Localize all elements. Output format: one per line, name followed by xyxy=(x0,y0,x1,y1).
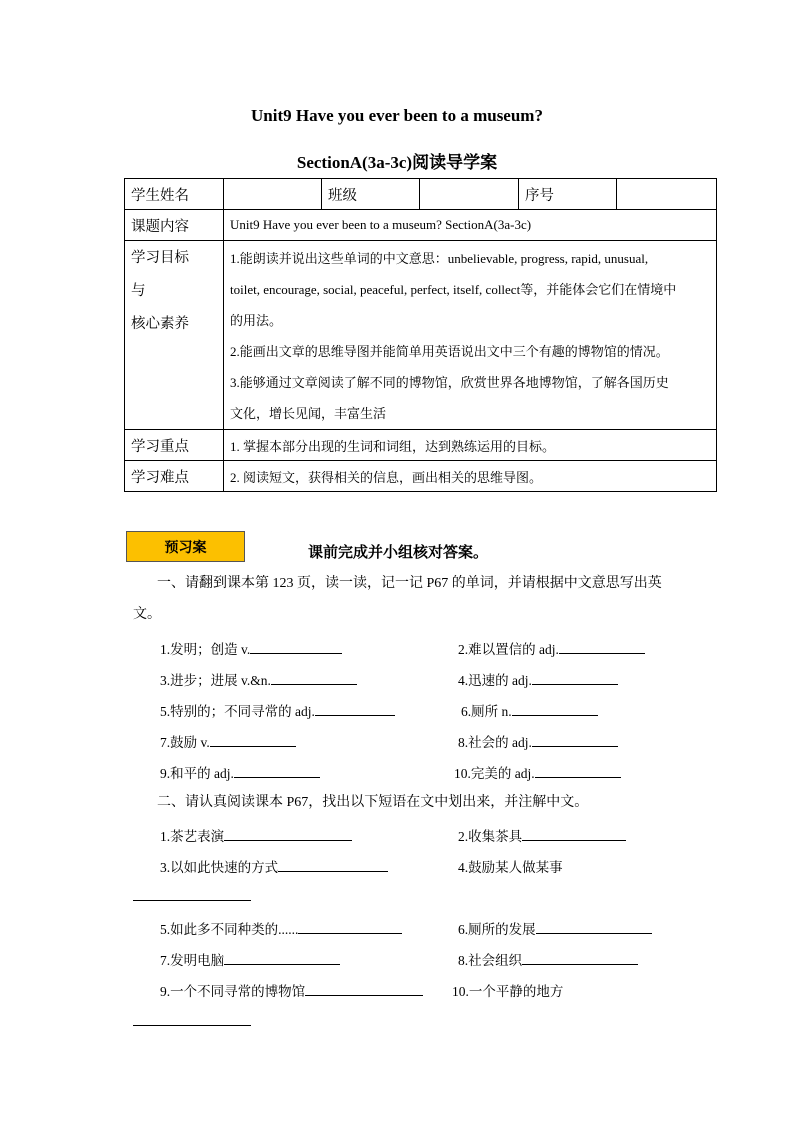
vocab-item xyxy=(160,669,357,689)
phrase-item xyxy=(160,825,352,845)
answer-blank[interactable] xyxy=(535,765,621,778)
phrase-item xyxy=(160,980,423,1000)
vocab-item xyxy=(461,700,598,720)
table-row xyxy=(125,179,717,210)
page-title: Unit9 Have you ever been to a museum? xyxy=(251,106,543,125)
answer-blank[interactable] xyxy=(512,703,598,716)
preview-note: 课前完成并小组核对答案。 xyxy=(308,545,489,561)
vocab-item-label: 9.和平的 adj. xyxy=(160,766,234,781)
table-row xyxy=(125,430,717,461)
vocab-item-label: 1.发明；创造 v. xyxy=(160,642,251,657)
answer-blank[interactable] xyxy=(315,703,395,716)
class-label: 班级 xyxy=(322,179,420,210)
answer-blank[interactable] xyxy=(559,641,645,654)
phrase-item xyxy=(160,918,402,938)
goals-label-line: 核心素养 xyxy=(131,316,189,332)
answer-blank[interactable] xyxy=(278,859,388,872)
table-row xyxy=(125,461,717,492)
vocab-item-label: 4.迅速的 adj. xyxy=(458,673,532,688)
vocab-item-label: 2.难以置信的 adj. xyxy=(458,642,559,657)
phrase-item xyxy=(458,949,638,969)
difficult-value: 2. 阅读短文，获得相关的信息，画出相关的思维导图。 xyxy=(224,461,717,492)
goal-line: 3.能够通过文章阅读了解不同的博物馆，欣赏世界各地博物馆，了解各国历史 xyxy=(230,375,669,390)
table-row xyxy=(125,241,717,430)
phrase-item xyxy=(458,825,626,845)
answer-blank[interactable] xyxy=(133,1025,251,1026)
answer-blank[interactable] xyxy=(234,765,320,778)
vocab-item xyxy=(458,731,618,751)
answer-blank[interactable] xyxy=(305,983,423,996)
phrase-item-label: 7.发明电脑 xyxy=(160,953,225,968)
key-label: 学习重点 xyxy=(125,430,224,461)
answer-blank[interactable] xyxy=(532,734,618,747)
vocab-item xyxy=(160,700,395,720)
topic-label: 课题内容 xyxy=(125,210,224,241)
answer-blank[interactable] xyxy=(224,952,340,965)
phrase-item xyxy=(458,856,563,876)
answer-blank[interactable] xyxy=(522,952,638,965)
goals-label-line: 学习目标 xyxy=(131,250,189,266)
answer-blank[interactable] xyxy=(271,672,357,685)
section1-instruction: 一、请翻到课本第 123 页，读一读，记一记 P67 的单词，并请根据中文意思写出英 xyxy=(157,576,662,591)
goal-line: toilet, encourage, social, peaceful, perfect, itself, collect等，并能体会它们在情境中 xyxy=(230,282,677,297)
goal-line: 2.能画出文章的思维导图并能简单用英语说出文中三个有趣的博物馆的情况。 xyxy=(230,344,669,359)
goal-line: 文化，增长见闻，丰富生活 xyxy=(230,406,387,421)
page-subtitle: SectionA(3a-3c)阅读导学案 xyxy=(296,153,498,172)
phrase-item-label: 2.收集茶具 xyxy=(458,829,523,844)
vocab-item xyxy=(160,731,296,751)
goal-line: 的用法。 xyxy=(230,313,283,328)
phrase-item-label: 5.如此多不同种类的...... xyxy=(160,922,299,937)
topic-value: Unit9 Have you ever been to a museum? SectionA(3a-3c) xyxy=(224,210,717,241)
name-label: 学生姓名 xyxy=(125,179,224,210)
vocab-item-label: 6.厕所 n. xyxy=(461,704,512,719)
answer-blank[interactable] xyxy=(210,734,296,747)
seat-field[interactable] xyxy=(617,179,717,210)
goals-content xyxy=(224,241,717,430)
phrase-item-label: 6.厕所的发展 xyxy=(458,922,536,937)
section1-instruction-cont: 文。 xyxy=(133,607,161,622)
phrase-item-label: 8.社会组织 xyxy=(458,953,523,968)
phrase-item xyxy=(160,856,388,876)
phrase-item xyxy=(458,918,652,938)
answer-blank[interactable] xyxy=(250,641,342,654)
vocab-item xyxy=(458,638,645,658)
vocab-item-label: 3.进步；进展 v.&n. xyxy=(160,673,271,688)
name-field[interactable] xyxy=(224,179,322,210)
answer-blank[interactable] xyxy=(536,921,652,934)
phrase-item-label: 3.以如此快速的方式 xyxy=(160,860,279,875)
difficult-label: 学习难点 xyxy=(125,461,224,492)
goals-label-line: 与 xyxy=(131,283,146,299)
phrase-item-label: 1.茶艺表演 xyxy=(160,829,225,844)
seat-label: 序号 xyxy=(519,179,617,210)
answer-blank[interactable] xyxy=(224,828,352,841)
answer-blank[interactable] xyxy=(532,672,618,685)
answer-blank[interactable] xyxy=(298,921,402,934)
phrase-item xyxy=(452,980,563,1000)
answer-blank[interactable] xyxy=(133,900,251,901)
phrase-item xyxy=(160,949,340,969)
vocab-item xyxy=(454,762,621,782)
vocab-item-label: 8.社会的 adj. xyxy=(458,735,532,750)
vocab-item xyxy=(458,669,618,689)
vocab-item-label: 7.鼓励 v. xyxy=(160,735,210,750)
table-row xyxy=(125,210,717,241)
vocab-item xyxy=(160,638,342,658)
phrase-item-label: 4.鼓励某人做某事 xyxy=(458,860,563,875)
section2-instruction: 二、请认真阅读课本 P67，找出以下短语在文中划出来，并注解中文。 xyxy=(157,795,589,810)
phrase-item-label: 9.一个不同寻常的博物馆 xyxy=(160,984,306,999)
preview-tag: 预习案 xyxy=(126,531,245,562)
vocab-item xyxy=(160,762,320,782)
key-value: 1. 掌握本部分出现的生词和词组，达到熟练运用的目标。 xyxy=(224,430,717,461)
info-table xyxy=(124,178,717,492)
class-field[interactable] xyxy=(420,179,519,210)
answer-blank[interactable] xyxy=(522,828,626,841)
goal-line: 1.能朗读并说出这些单词的中文意思：unbelievable, progress, rapid, unusual, xyxy=(230,251,649,266)
vocab-item-label: 5.特别的；不同寻常的 adj. xyxy=(160,704,315,719)
phrase-item-label: 10.一个平静的地方 xyxy=(452,984,564,999)
goals-label xyxy=(125,241,224,430)
vocab-item-label: 10.完美的 adj. xyxy=(454,766,535,781)
